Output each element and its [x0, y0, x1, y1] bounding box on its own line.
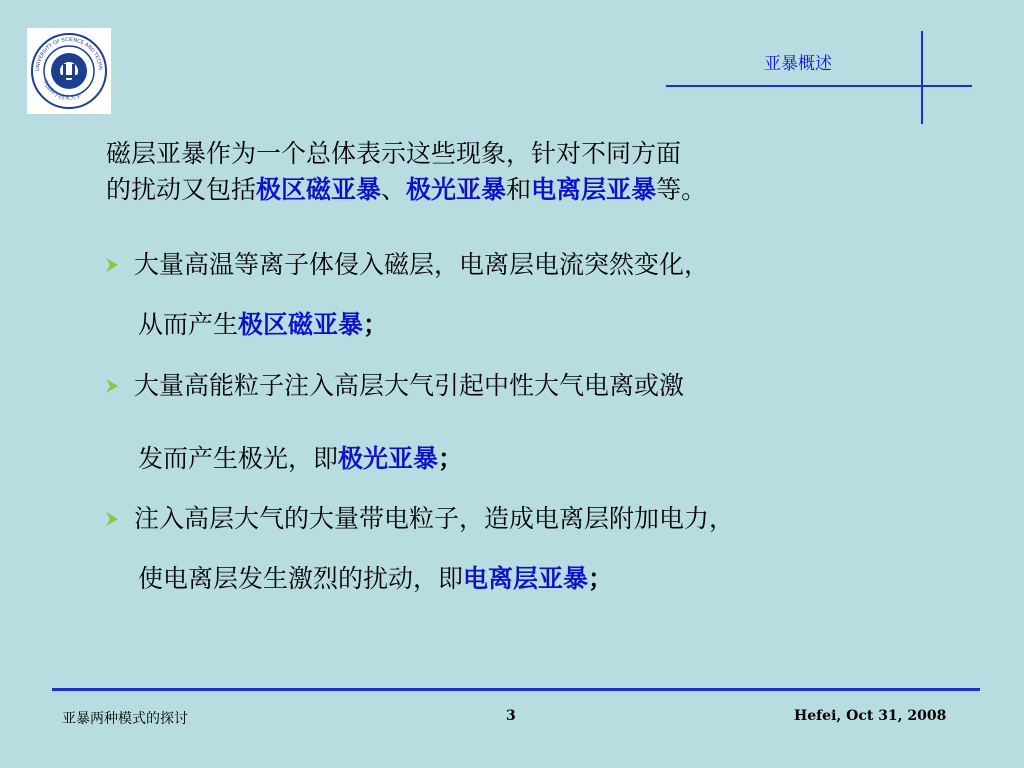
university-logo-icon [27, 28, 111, 114]
highlight-term: 极光亚暴 [406, 175, 507, 204]
bullet-line-2 [138, 444, 463, 474]
header-divider-horizontal [666, 85, 972, 87]
bullet-end: ； [588, 564, 614, 593]
bullet-line-1: 大量高能粒子注入高层大气引起中性大气电离或激 [134, 371, 685, 400]
slide-section-title: 亚暴概述 [764, 54, 832, 74]
bullet-end: ； [438, 444, 464, 473]
bullet-end: ； [363, 310, 389, 339]
bullet-arrow-icon [104, 257, 120, 273]
footer-divider [52, 688, 980, 691]
intro-end: 等。 [656, 175, 707, 204]
bullet-line-2 [138, 310, 388, 340]
bullet-text: 从而产生 [138, 310, 239, 339]
highlight-term: 极光亚暴 [338, 444, 439, 473]
bullet-line-1: 大量高温等离子体侵入磁层，电离层电流突然变化， [134, 250, 710, 279]
footer-presentation-title: 亚暴两种模式的探讨 [62, 711, 188, 727]
bullet-arrow-icon [104, 378, 120, 394]
highlight-term: 电离层亚暴 [463, 564, 589, 593]
bullet-line-1: 注入高层大气的大量带电粒子，造成电离层附加电力， [134, 504, 735, 533]
bullet-text: 发而产生极光，即 [138, 444, 339, 473]
intro-paragraph [106, 136, 926, 208]
highlight-term: 极区磁亚暴 [238, 310, 364, 339]
logo-cn-text: 中国科学技术大学 [40, 78, 83, 102]
intro-line-2 [106, 172, 926, 208]
highlight-term: 极区磁亚暴 [256, 175, 382, 204]
intro-separator: 和 [506, 175, 532, 204]
header-divider-vertical [921, 31, 923, 124]
intro-line-1: 磁层亚暴作为一个总体表示这些现象，针对不同方面 [106, 139, 682, 168]
bullet-line-2 [138, 564, 613, 594]
footer-page-number: 3 [506, 708, 516, 724]
bullet-text: 使电离层发生激烈的扰动，即 [138, 564, 464, 593]
intro-text: 的扰动又包括 [106, 175, 257, 204]
bullet-arrow-icon [104, 511, 120, 527]
intro-separator: 、 [381, 175, 407, 204]
logo-ring-text: UNIVERSITY OF SCIENCE AND TECHN [34, 36, 104, 72]
logo-graphic [27, 28, 111, 114]
highlight-term: 电离层亚暴 [531, 175, 657, 204]
footer-date-location: Hefei, Oct 31, 2008 [794, 708, 947, 724]
